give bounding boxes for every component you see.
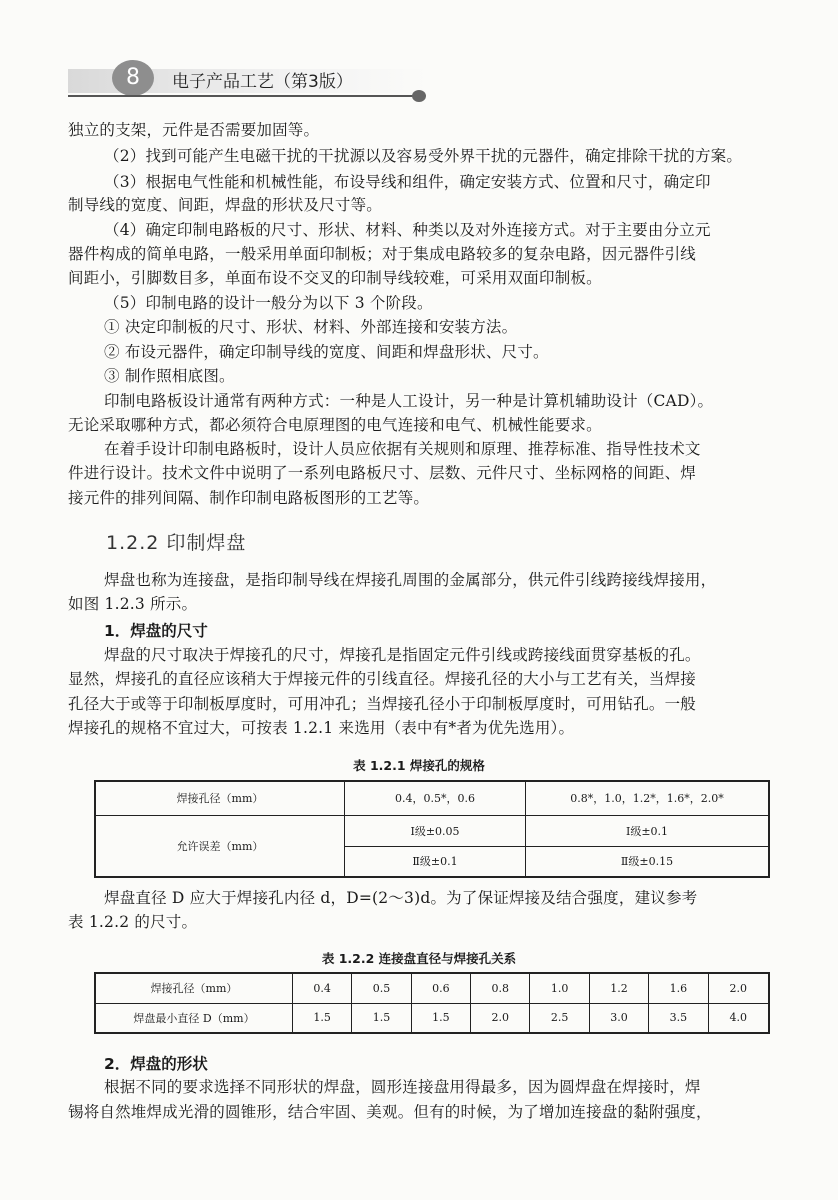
body-line: （3）根据电气性能和机械性能，布设导线和组件，确定安装方式、位置和尺寸，确定印 — [104, 173, 711, 191]
subsection-heading: 2．焊盘的形状 — [104, 1055, 208, 1073]
body-line: 如图 1.2.3 所示。 — [68, 595, 198, 613]
body-line: ② 布设元器件，确定印制导线的宽度、间距和焊盘形状、尺寸。 — [104, 343, 549, 361]
table-cell: 1.2 — [589, 973, 648, 1003]
body-line: （2）找到可能产生电磁干扰的干扰源以及容易受外界干扰的元器件，确定排除干扰的方案。 — [104, 147, 743, 165]
table-cell: 允许误差（mm） — [95, 815, 345, 877]
body-line: 在着手设计印制电路板时，设计人员应依据有关规则和原理、推荐标准、指导性技术文 — [104, 440, 701, 458]
table-cell: Ⅰ级±0.1 — [526, 815, 770, 846]
table-cell: 4.0 — [708, 1003, 769, 1033]
table-cell: Ⅱ级±0.1 — [345, 846, 526, 877]
body-line: 焊盘直径 D 应大于焊接孔内径 d，D=(2～3)d。为了保证焊接及结合强度，建议参考 — [104, 889, 698, 907]
body-line: 件进行设计。技术文件中说明了一系列电路板尺寸、层数、元件尺寸、坐标网格的间距、焊 — [68, 464, 697, 482]
body-line: 显然，焊接孔的直径应该稍大于焊接元件的引线直径。焊接孔径的大小与工艺有关，当焊接 — [68, 670, 697, 688]
table-cell: 2.0 — [471, 1003, 530, 1033]
table-cell: 3.5 — [649, 1003, 708, 1033]
body-line: 接元件的排列间隔、制作印制电路板图形的工艺等。 — [68, 489, 430, 507]
table-cell: 3.0 — [589, 1003, 648, 1033]
table-caption: 表 1.2.1 焊接孔的规格 — [353, 758, 485, 773]
header-rule — [68, 95, 424, 97]
subsection-heading: 1．焊盘的尺寸 — [104, 622, 208, 640]
table-cell: 1.5 — [293, 1003, 352, 1033]
pad-diameter-table — [94, 972, 770, 1034]
header-ornament — [412, 90, 426, 102]
table-cell: 0.4，0.5*，0.6 — [345, 781, 526, 815]
table-cell: 焊接孔径（mm） — [95, 973, 293, 1003]
body-line: 焊盘也称为连接盘，是指印制导线在焊接孔周围的金属部分，供元件引线跨接线焊接用， — [104, 571, 717, 589]
table-cell: Ⅰ级±0.05 — [345, 815, 526, 846]
body-line: 独立的支架，元件是否需要加固等。 — [68, 121, 320, 139]
table-cell: Ⅱ级±0.15 — [526, 846, 770, 877]
page-number: 8 — [112, 60, 154, 96]
body-line: 器件构成的简单电路，一般采用单面印制板；对于集成电路较多的复杂电路，因元器件引线 — [68, 245, 697, 263]
body-line: （5）印制电路的设计一般分为以下 3 个阶段。 — [104, 294, 433, 312]
table-cell: 0.5 — [352, 973, 411, 1003]
body-line: 表 1.2.2 的尺寸。 — [68, 913, 198, 931]
body-line: 根据不同的要求选择不同形状的焊盘，圆形连接盘用得最多，因为圆焊盘在焊接时，焊 — [104, 1078, 701, 1096]
table-cell: 0.8*，1.0，1.2*，1.6*，2.0* — [526, 781, 770, 815]
body-line: （4）确定印制电路板的尺寸、形状、材料、种类以及对外连接方式。对于主要由分立元 — [104, 221, 711, 239]
body-line: 印制电路板设计通常有两种方式：一种是人工设计，另一种是计算机辅助设计（CAD）。 — [104, 392, 714, 410]
section-heading: 1.2.2 印制焊盘 — [106, 532, 247, 554]
table-cell: 0.6 — [411, 973, 470, 1003]
hole-spec-table — [94, 780, 770, 878]
table-cell: 2.5 — [530, 1003, 589, 1033]
table-cell: 1.5 — [411, 1003, 470, 1033]
body-line: ③ 制作照相底图。 — [104, 367, 235, 385]
body-line: 焊盘的尺寸取决于焊接孔的尺寸，焊接孔是指固定元件引线或跨接线面贯穿基板的孔。 — [104, 646, 701, 664]
body-line: 间距小，引脚数目多，单面布设不交叉的印制导线较难，可采用双面印制板。 — [68, 269, 602, 287]
body-line: ① 决定印制板的尺寸、形状、材料、外部连接和安装方法。 — [104, 318, 518, 336]
table-caption: 表 1.2.2 连接盘直径与焊接孔关系 — [321, 951, 517, 966]
table-cell: 0.8 — [471, 973, 530, 1003]
body-line: 锡将自然堆焊成光滑的圆锥形，结合牢固、美观。但有的时候，为了增加连接盘的黏附强度， — [68, 1103, 712, 1121]
body-line: 制导线的宽度、间距，焊盘的形状及尺寸等。 — [68, 196, 383, 214]
table-cell: 2.0 — [708, 973, 769, 1003]
table-cell: 焊接孔径（mm） — [95, 781, 345, 815]
table-cell: 1.0 — [530, 973, 589, 1003]
table-cell: 焊盘最小直径 D（mm） — [95, 1003, 293, 1033]
table-cell: 1.6 — [649, 973, 708, 1003]
body-line: 无论采取哪种方式，都必须符合电原理图的电气连接和电气、机械性能要求。 — [68, 416, 602, 434]
table-cell: 0.4 — [293, 973, 352, 1003]
body-line: 孔径大于或等于印制板厚度时，可用冲孔；当焊接孔径小于印制板厚度时，可用钻孔。一般 — [68, 695, 697, 713]
book-title: 电子产品工艺（第3版） — [172, 72, 353, 92]
body-line: 焊接孔的规格不宜过大，可按表 1.2.1 来选用（表中有*者为优先选用）。 — [68, 719, 575, 737]
table-cell: 1.5 — [352, 1003, 411, 1033]
